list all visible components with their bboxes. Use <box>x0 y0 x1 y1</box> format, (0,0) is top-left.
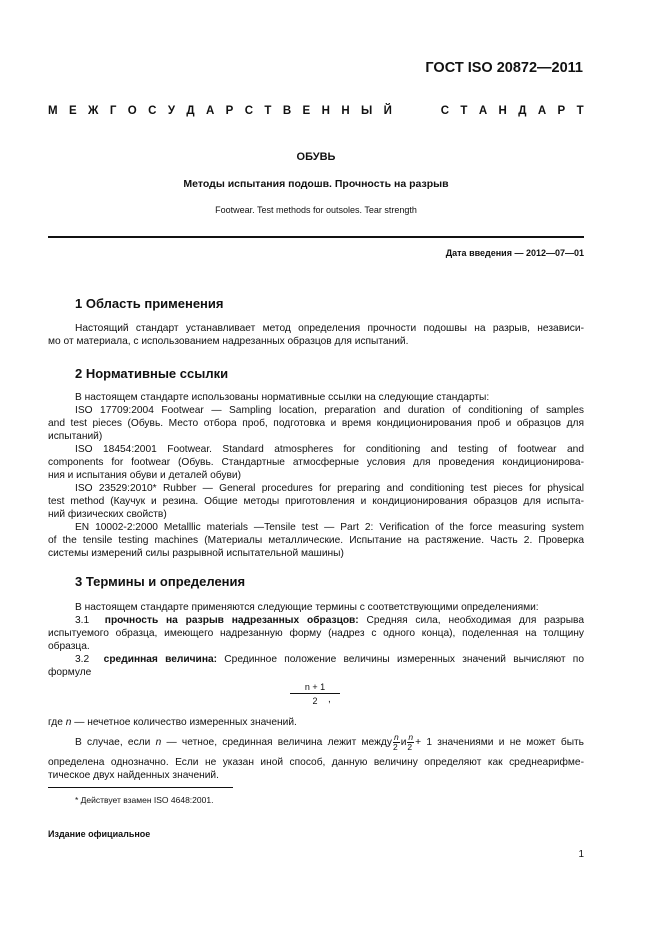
heading-letter: А <box>205 105 215 117</box>
page-number: 1 <box>578 849 584 860</box>
document-title: ОБУВЬ <box>296 151 336 163</box>
document-subtitle: Методы испытания подошв. Прочность на разрыв <box>183 178 449 190</box>
heading-letter: Г <box>109 105 117 117</box>
text-line: ний физических свойств) <box>48 509 167 520</box>
heading-letter: А <box>478 105 488 117</box>
heading-letter: А <box>537 105 547 117</box>
heading-letter: Р <box>557 105 566 117</box>
heading-letter: Н <box>498 105 507 117</box>
heading-letter: Н <box>341 105 350 117</box>
text-line: тическое двух найденных значений. <box>48 770 219 781</box>
heading-letter: С <box>440 105 450 117</box>
formula-explanation: где n — нечетное количество измеренных значений. <box>48 717 297 728</box>
term-3-1-title: прочность на разрыв надрезанных образцов: <box>104 615 359 626</box>
footnote: * Действует взамен ISO 4648:2001. <box>75 795 214 805</box>
heading-letter: Н <box>321 105 330 117</box>
title-divider <box>48 236 584 238</box>
heading-letter: Т <box>460 105 468 117</box>
heading-letter: Й <box>383 105 392 117</box>
document-subtitle-english: Footwear. Test methods for outsoles. Tear strength <box>215 205 417 215</box>
heading-letter: Д <box>186 105 195 117</box>
section-2-heading: 2 Нормативные ссылки <box>75 366 229 381</box>
heading-letter: В <box>282 105 292 117</box>
text-line: В настоящем стандарте использованы нормативные ссылки на следующие стандарты: <box>75 392 490 403</box>
section-3-text <box>48 601 584 679</box>
even-case-paragraph <box>48 733 584 752</box>
formula-comma: , <box>328 694 331 705</box>
section-1-text <box>48 322 584 348</box>
section-3-heading: 3 Термины и определения <box>75 574 246 589</box>
text-line: системы измерений силы разрывной испытательной машины) <box>48 548 344 559</box>
heading-letter: С <box>148 105 157 117</box>
heading-letter: О <box>127 105 137 117</box>
text-line: определена однозначно. Если не указан иной способ, данную величину определяют как среднеарифме- <box>48 757 584 768</box>
reference-iso-23529: ISO 23529:2010* Rubber — General procedures for preparing and conditioning test pieces for physical <box>75 483 584 494</box>
heading-letter: У <box>167 105 175 117</box>
heading-letter: Т <box>576 105 584 117</box>
text-line: components for footwear (Обувь. Стандартные атмосферные условия для проведения кондиционирова- <box>48 457 584 468</box>
interstate-standard-heading <box>48 105 584 117</box>
edition-label: Издание официальное <box>48 829 151 839</box>
text-line: ния и испытания обуви и деталей обуви) <box>48 470 241 481</box>
text-line: испытаний) <box>48 431 103 442</box>
fraction-n-over-2: $\frac{n}{2}$ <box>407 732 414 752</box>
heading-letter: М <box>48 105 58 117</box>
reference-iso-17709: ISO 17709:2004 Footwear — Sampling location, preparation and duration of conditioning of samples <box>75 405 584 416</box>
fraction-n-over-2: $\frac{n}{2}$ <box>392 732 399 752</box>
reference-en-10002-2: EN 10002-2:2000 Metalllic materials —Tensile test — Part 2: Verification of the force measuring system <box>75 522 584 533</box>
section-2-text <box>48 391 584 560</box>
text-line: and test pieces (Обувь. Место отбора проб, подготовка и время кондиционирования проб и образцов для <box>48 418 584 429</box>
text-line: of the tensile testing machines (Материалы металлические. Испытание на растяжение. Часть 2. Проверка <box>48 535 584 546</box>
term-3-1: 3.1 прочность на разрыв надрезанных образцов: Средняя сила, необходимая для разрыва <box>75 615 584 626</box>
text-line: В настоящем стандарте применяются следующие термины с соответствующими определениями: <box>75 602 539 613</box>
text-line: test method (Каучук и резина. Общие методы приготовления и кондиционирования образцов для испыта- <box>48 496 584 507</box>
text-line: мо от материала, с использованием надрезанных образцов для испытаний. <box>48 336 409 347</box>
heading-letter: С <box>244 105 254 117</box>
heading-letter: Д <box>518 105 527 117</box>
formula-denominator: 2 <box>312 696 318 706</box>
term-3-2-title: срединная величина: <box>103 654 218 665</box>
heading-letter: Е <box>302 105 311 117</box>
text-line: испытуемого образца, имеющего надрезанную форму (надрез с одного конца), поделенная на толщину <box>48 628 584 639</box>
footnote-divider <box>48 787 233 788</box>
section-1-heading: 1 Область применения <box>75 296 224 311</box>
median-formula <box>290 682 340 706</box>
text-line: Настоящий стандарт устанавливает метод определения прочности подошвы на разрыв, независи- <box>75 323 584 334</box>
term-3-2: 3.2 срединная величина: Срединное положение величины измеренных значений вычисляют по <box>75 654 584 665</box>
heading-letter: Ж <box>88 105 99 117</box>
heading-letter: Ы <box>361 105 373 117</box>
heading-word-gap <box>403 105 429 117</box>
heading-letter: Т <box>264 105 272 117</box>
reference-iso-18454: ISO 18454:2001 Footwear. Standard atmospheres for conditioning and testing of footwear and <box>75 444 584 455</box>
introduction-date: Дата введения — 2012—07—01 <box>445 248 584 258</box>
even-case-paragraph-continued <box>48 756 584 782</box>
text-line: формуле <box>48 667 92 678</box>
heading-letter: Р <box>225 105 234 117</box>
text-line: В случае, если n — четное, срединная величина лежит между $\frac{n}{2}$ и $\frac{n}{2}$ + 1 значениями и не может быть <box>75 732 584 752</box>
standard-number: ГОСТ ISO 20872—2011 <box>425 60 583 76</box>
section-3-text-continued <box>48 716 584 729</box>
heading-letter: Е <box>68 105 77 117</box>
text-line: образца. <box>48 641 90 652</box>
formula-numerator: n + 1 <box>290 682 340 694</box>
